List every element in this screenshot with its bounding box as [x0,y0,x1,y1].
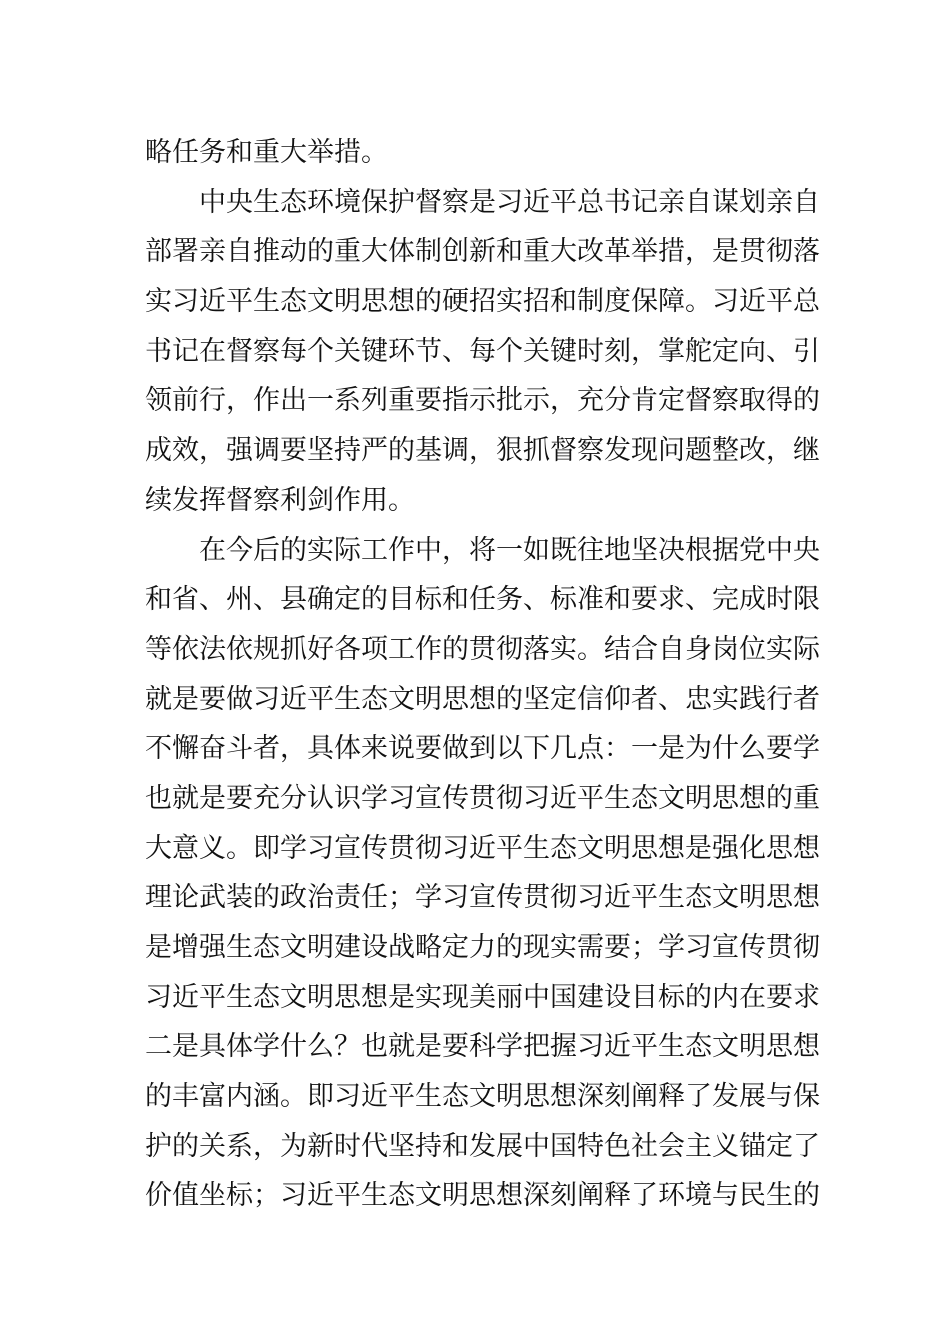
text-line: 习近平生态文明思想是实现美丽中国建设目标的内在要求 [145,981,820,1013]
text-line: 也就是要充分认识学习宣传贯彻习近平生态文明思想的重 [145,782,820,814]
text-line: 不懈奋斗者，具体来说要做到以下几点：一是为什么要学 [145,733,820,765]
text-line: 大意义。即学习宣传贯彻习近平生态文明思想是强化思想 [145,832,820,864]
paragraph-first-line: 中央生态环境保护督察是习近平总书记亲自谋划亲自 [199,186,820,218]
text-line: 略任务和重大举措。 [145,137,388,168]
text-line: 续发挥督察利剑作用。 [145,484,415,516]
text-line: 成效，强调要坚持严的基调，狠抓督察发现问题整改，继 [145,435,820,467]
text-line: 是增强生态文明建设战略定力的现实需要；学习宣传贯彻 [145,932,820,963]
text-line: 部署亲自推动的重大体制创新和重大改革举措，是贯彻落 [145,236,820,268]
text-line: 实习近平生态文明思想的硬招实招和制度保障。习近平总 [145,286,820,318]
text-line: 等依法依规抓好各项工作的贯彻落实。结合自身岗位实际 [145,633,820,665]
text-line: 就是要做习近平生态文明思想的坚定信仰者、忠实践行者 [145,683,820,715]
text-line: 理论武装的政治责任；学习宣传贯彻习近平生态文明思想 [145,882,820,914]
text-line: 书记在督察每个关键环节、每个关键时刻，掌舵定向、引 [145,335,820,367]
text-line: 的丰富内涵。即习近平生态文明思想深刻阐释了发展与保 [145,1081,820,1113]
paragraph-first-line: 在今后的实际工作中，将一如既往地坚决根据党中央 [199,534,820,566]
text-line: 和省、州、县确定的目标和任务、标准和要求、完成时限 [145,584,820,616]
text-line: 领前行，作出一系列重要指示批示，充分肯定督察取得的 [145,385,820,417]
body-text [145,128,820,1221]
text-line: 二是具体学什么？也就是要科学把握习近平生态文明思想 [145,1031,820,1063]
text-line: 价值坐标；习近平生态文明思想深刻阐释了环境与民生的 [145,1180,820,1212]
text-line: 护的关系，为新时代坚持和发展中国特色社会主义锚定了 [145,1130,820,1162]
